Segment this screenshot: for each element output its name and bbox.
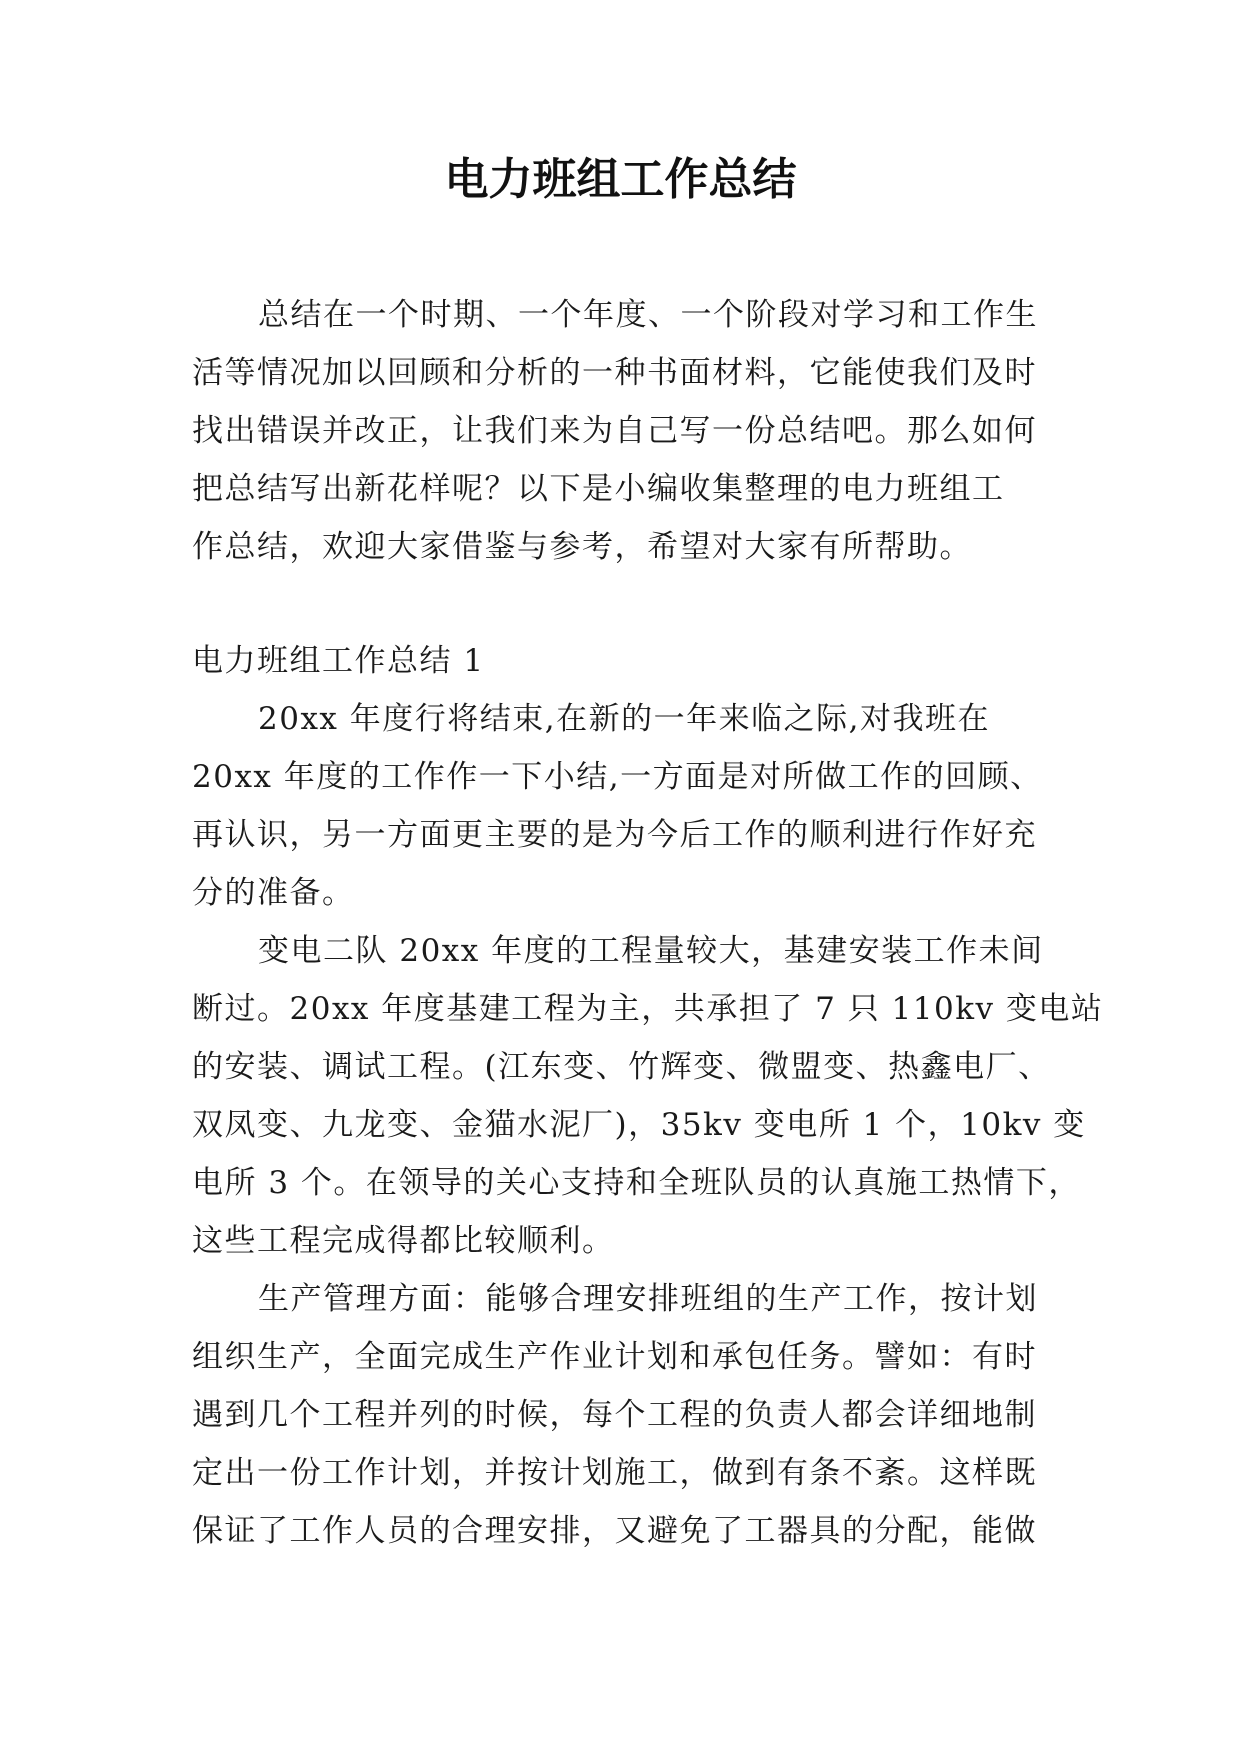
paragraph-line: 定出一份工作计划，并按计划施工，做到有条不紊。这样既: [192, 1455, 1037, 1491]
paragraph-line: 总结在一个时期、一个年度、一个阶段对学习和工作生: [258, 297, 1038, 333]
section-paragraph-1: [192, 690, 1052, 922]
paragraph-line: 双凤变、九龙变、金猫水泥厂)，35kv 变电所 1 个，10kv 变: [192, 1107, 1086, 1143]
section-paragraph-3: [192, 1270, 1052, 1560]
paragraph-line: 20xx 年度的工作作一下小结,一方面是对所做工作的回顾、: [192, 759, 1043, 795]
paragraph-line: 保证了工作人员的合理安排，又避免了工器具的分配，能做: [192, 1513, 1037, 1549]
paragraph-line: 活等情况加以回顾和分析的一种书面材料，它能使我们及时: [192, 355, 1037, 391]
paragraph-line: 变电二队 20xx 年度的工程量较大，基建安装工作未间: [258, 933, 1044, 969]
paragraph-line: 电所 3 个。在领导的关心支持和全班队员的认真施工热情下，: [192, 1165, 1081, 1201]
document-title: 电力班组工作总结: [444, 154, 797, 205]
paragraph-line: 的安装、调试工程。(江东变、竹辉变、微盟变、热鑫电厂、: [192, 1049, 1051, 1085]
paragraph-line: 遇到几个工程并列的时候，每个工程的负责人都会详细地制: [192, 1397, 1037, 1433]
paragraph-line: 组织生产，全面完成生产作业计划和承包任务。譬如：有时: [192, 1339, 1037, 1375]
paragraph-line: 作总结，欢迎大家借鉴与参考，希望对大家有所帮助。: [192, 529, 972, 565]
paragraph-line: 分的准备。: [192, 875, 355, 911]
section-paragraph-2: [192, 922, 1104, 1270]
paragraph-line: 生产管理方面：能够合理安排班组的生产工作，按计划: [258, 1281, 1038, 1317]
paragraph-line: 再认识，另一方面更主要的是为今后工作的顺利进行作好充: [192, 817, 1037, 853]
paragraph-line: 把总结写出新花样呢？以下是小编收集整理的电力班组工: [192, 471, 1005, 507]
paragraph-line: 这些工程完成得都比较顺利。: [192, 1223, 615, 1259]
paragraph-line: 断过。20xx 年度基建工程为主，共承担了 7 只 110kv 变电站: [192, 991, 1104, 1027]
section-heading: 电力班组工作总结 1: [192, 643, 485, 679]
paragraph-line: 20xx 年度行将结束,在新的一年来临之际,对我班在: [258, 701, 990, 737]
paragraph-line: 找出错误并改正，让我们来为自己写一份总结吧。那么如何: [192, 413, 1037, 449]
section-1: [192, 632, 1104, 1560]
intro-paragraph: [192, 286, 1052, 576]
